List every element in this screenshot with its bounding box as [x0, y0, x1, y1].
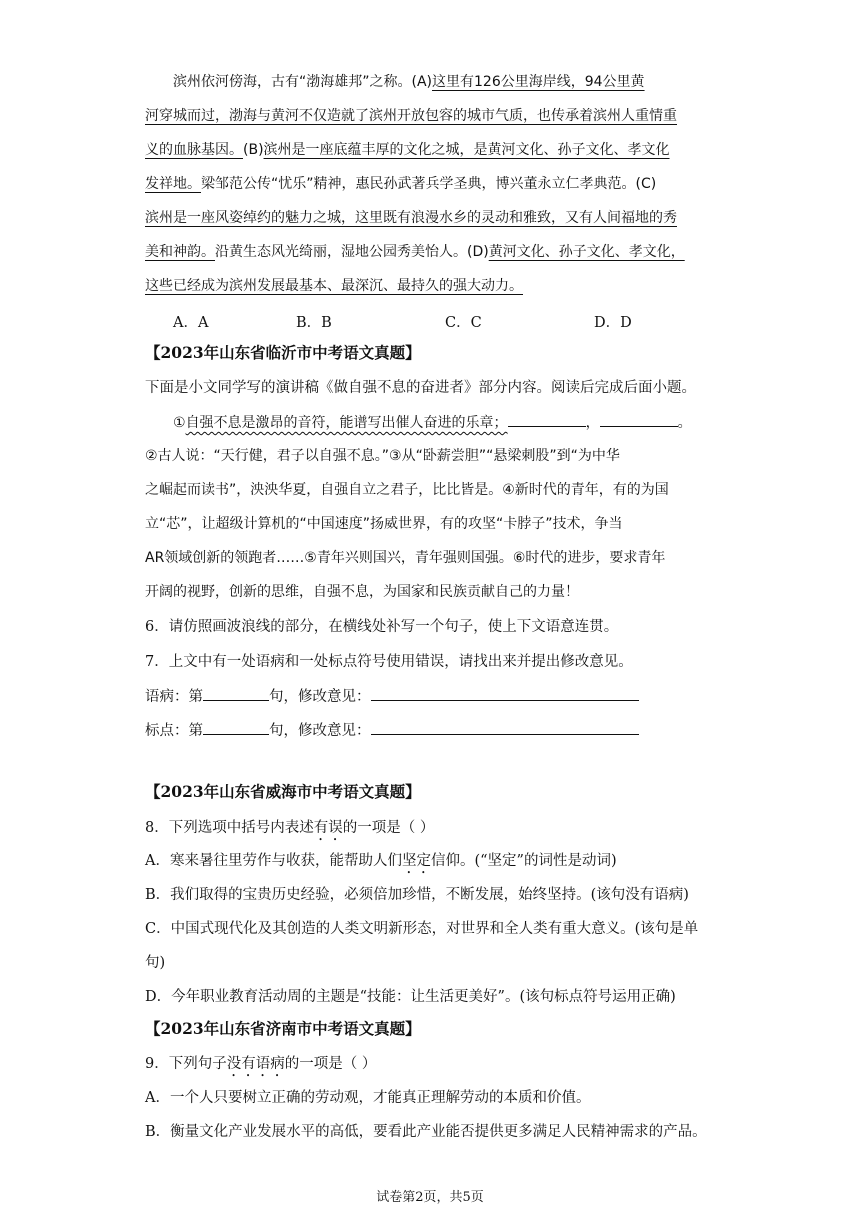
answer-row-grammar: 语病：第 句，修改意见：	[145, 686, 639, 707]
fill-blank-1[interactable]	[508, 412, 586, 427]
passage-line: 发祥地。梁邹范公传“忧乐”精神，惠民孙武著兵学圣典，博兴董永立仁孝典范。(C)	[145, 176, 657, 192]
passage-line: 义的血脉基因。(B)滨州是一座底蕴丰厚的文化之城，是黄河文化、孙子文化、孝文化	[145, 142, 670, 158]
speech-line: ②古人说：“天行健，君子以自强不息。”③从“卧薪尝胆”“悬梁刺股”到“为中华	[145, 448, 620, 464]
q9-option-b[interactable]: B．衡量文化产业发展水平的高低，要看此产业能否提供更多满足人民精神需求的产品。	[145, 1124, 707, 1140]
speech-line: 开阔的视野，创新的思维，自强不息，为国家和民族贡献自己的力量！	[145, 584, 579, 600]
sentence-number-blank[interactable]	[203, 720, 269, 735]
revision-blank[interactable]	[371, 720, 639, 735]
question-8: 8．下列选项中括号内表述有误的一项是（ ）	[145, 820, 435, 836]
revision-blank[interactable]	[371, 686, 639, 701]
passage-line: 滨州依河傍海，古有“渤海雄邦”之称。(A)这里有126公里海岸线，94公里黄	[173, 74, 645, 90]
option-a[interactable]: A．A	[173, 315, 209, 331]
option-c[interactable]: C．C	[445, 315, 482, 331]
q8-option-a[interactable]: A．寒来暑往里劳作与收获，能帮助人们坚定信仰。(“坚定”的词性是动词)	[145, 853, 617, 869]
answer-row-punctuation: 标点：第 句，修改意见：	[145, 720, 639, 741]
q8-option-b[interactable]: B．我们取得的宝贵历史经验，必须倍加珍惜，不断发展，始终坚持。(该句没有语病)	[145, 887, 689, 903]
passage-line: 滨州是一座风姿绰约的魅力之城，这里既有浪漫水乡的灵动和雅致，又有人间福地的秀	[145, 210, 677, 226]
page-footer: 试卷第2页，共5页	[376, 1190, 484, 1205]
question-7: 7．上文中有一处语病和一处标点符号使用错误，请找出来并提出修改意见。	[145, 654, 633, 670]
section-heading-weihai: 【2023年山东省威海市中考语文真题】	[145, 782, 421, 801]
q8-option-d[interactable]: D．今年职业教育活动周的主题是“技能：让生活更美好”。(该句标点符号运用正确)	[145, 989, 676, 1005]
section-heading-linyi: 【2023年山东省临沂市中考语文真题】	[145, 343, 421, 362]
q9-option-a[interactable]: A．一个人只要树立正确的劳动观，才能真正理解劳动的本质和价值。	[145, 1090, 591, 1106]
fill-blank-2[interactable]	[600, 412, 678, 427]
q8-option-c[interactable]: C．中国式现代化及其创造的人类文明新形态，对世界和全人类有重大意义。(该句是单	[145, 921, 699, 937]
speech-line: 立“芯”，让超级计算机的“中国速度”扬威世界，有的攻坚“卡脖子”技术，争当	[145, 516, 623, 532]
section-heading-jinan: 【2023年山东省济南市中考语文真题】	[145, 1019, 421, 1038]
option-d[interactable]: D．D	[594, 315, 632, 331]
wavy-sentence: 自强不息是激昂的音符，能谱写出催人奋进的乐章；	[185, 415, 508, 431]
passage-line: 美和神韵。沿黄生态风光绮丽，湿地公园秀美怡人。(D)黄河文化、孙子文化、孝文化，	[145, 244, 685, 260]
speech-line: ①自强不息是激昂的音符，能谱写出催人奋进的乐章； ， 。	[173, 412, 692, 433]
question-9: 9．下列句子没有语病的一项是（ ）	[145, 1056, 377, 1072]
q8-option-c-cont: 句)	[145, 955, 166, 971]
passage-line: 河穿城而过，渤海与黄河不仅造就了滨州开放包容的城市气质，也传承着滨州人重情重	[145, 108, 677, 124]
sentence-number-blank[interactable]	[203, 686, 269, 701]
intro-text: 下面是小文同学写的演讲稿《做自强不息的奋进者》部分内容。阅读后完成后面小题。	[145, 380, 696, 396]
option-b[interactable]: B．B	[296, 315, 332, 331]
question-6: 6．请仿照画波浪线的部分，在横线处补写一个句子，使上下文语意连贯。	[145, 619, 619, 635]
speech-line: 之崛起而读书”，泱泱华夏，自强自立之君子，比比皆是。④新时代的青年，有的为国	[145, 482, 669, 498]
speech-line: AR领域创新的领跑者……⑤青年兴则国兴，青年强则国强。⑥时代的进步，要求青年	[145, 550, 666, 566]
passage-line: 这些已经成为滨州发展最基本、最深沉、最持久的强大动力。	[145, 278, 523, 294]
